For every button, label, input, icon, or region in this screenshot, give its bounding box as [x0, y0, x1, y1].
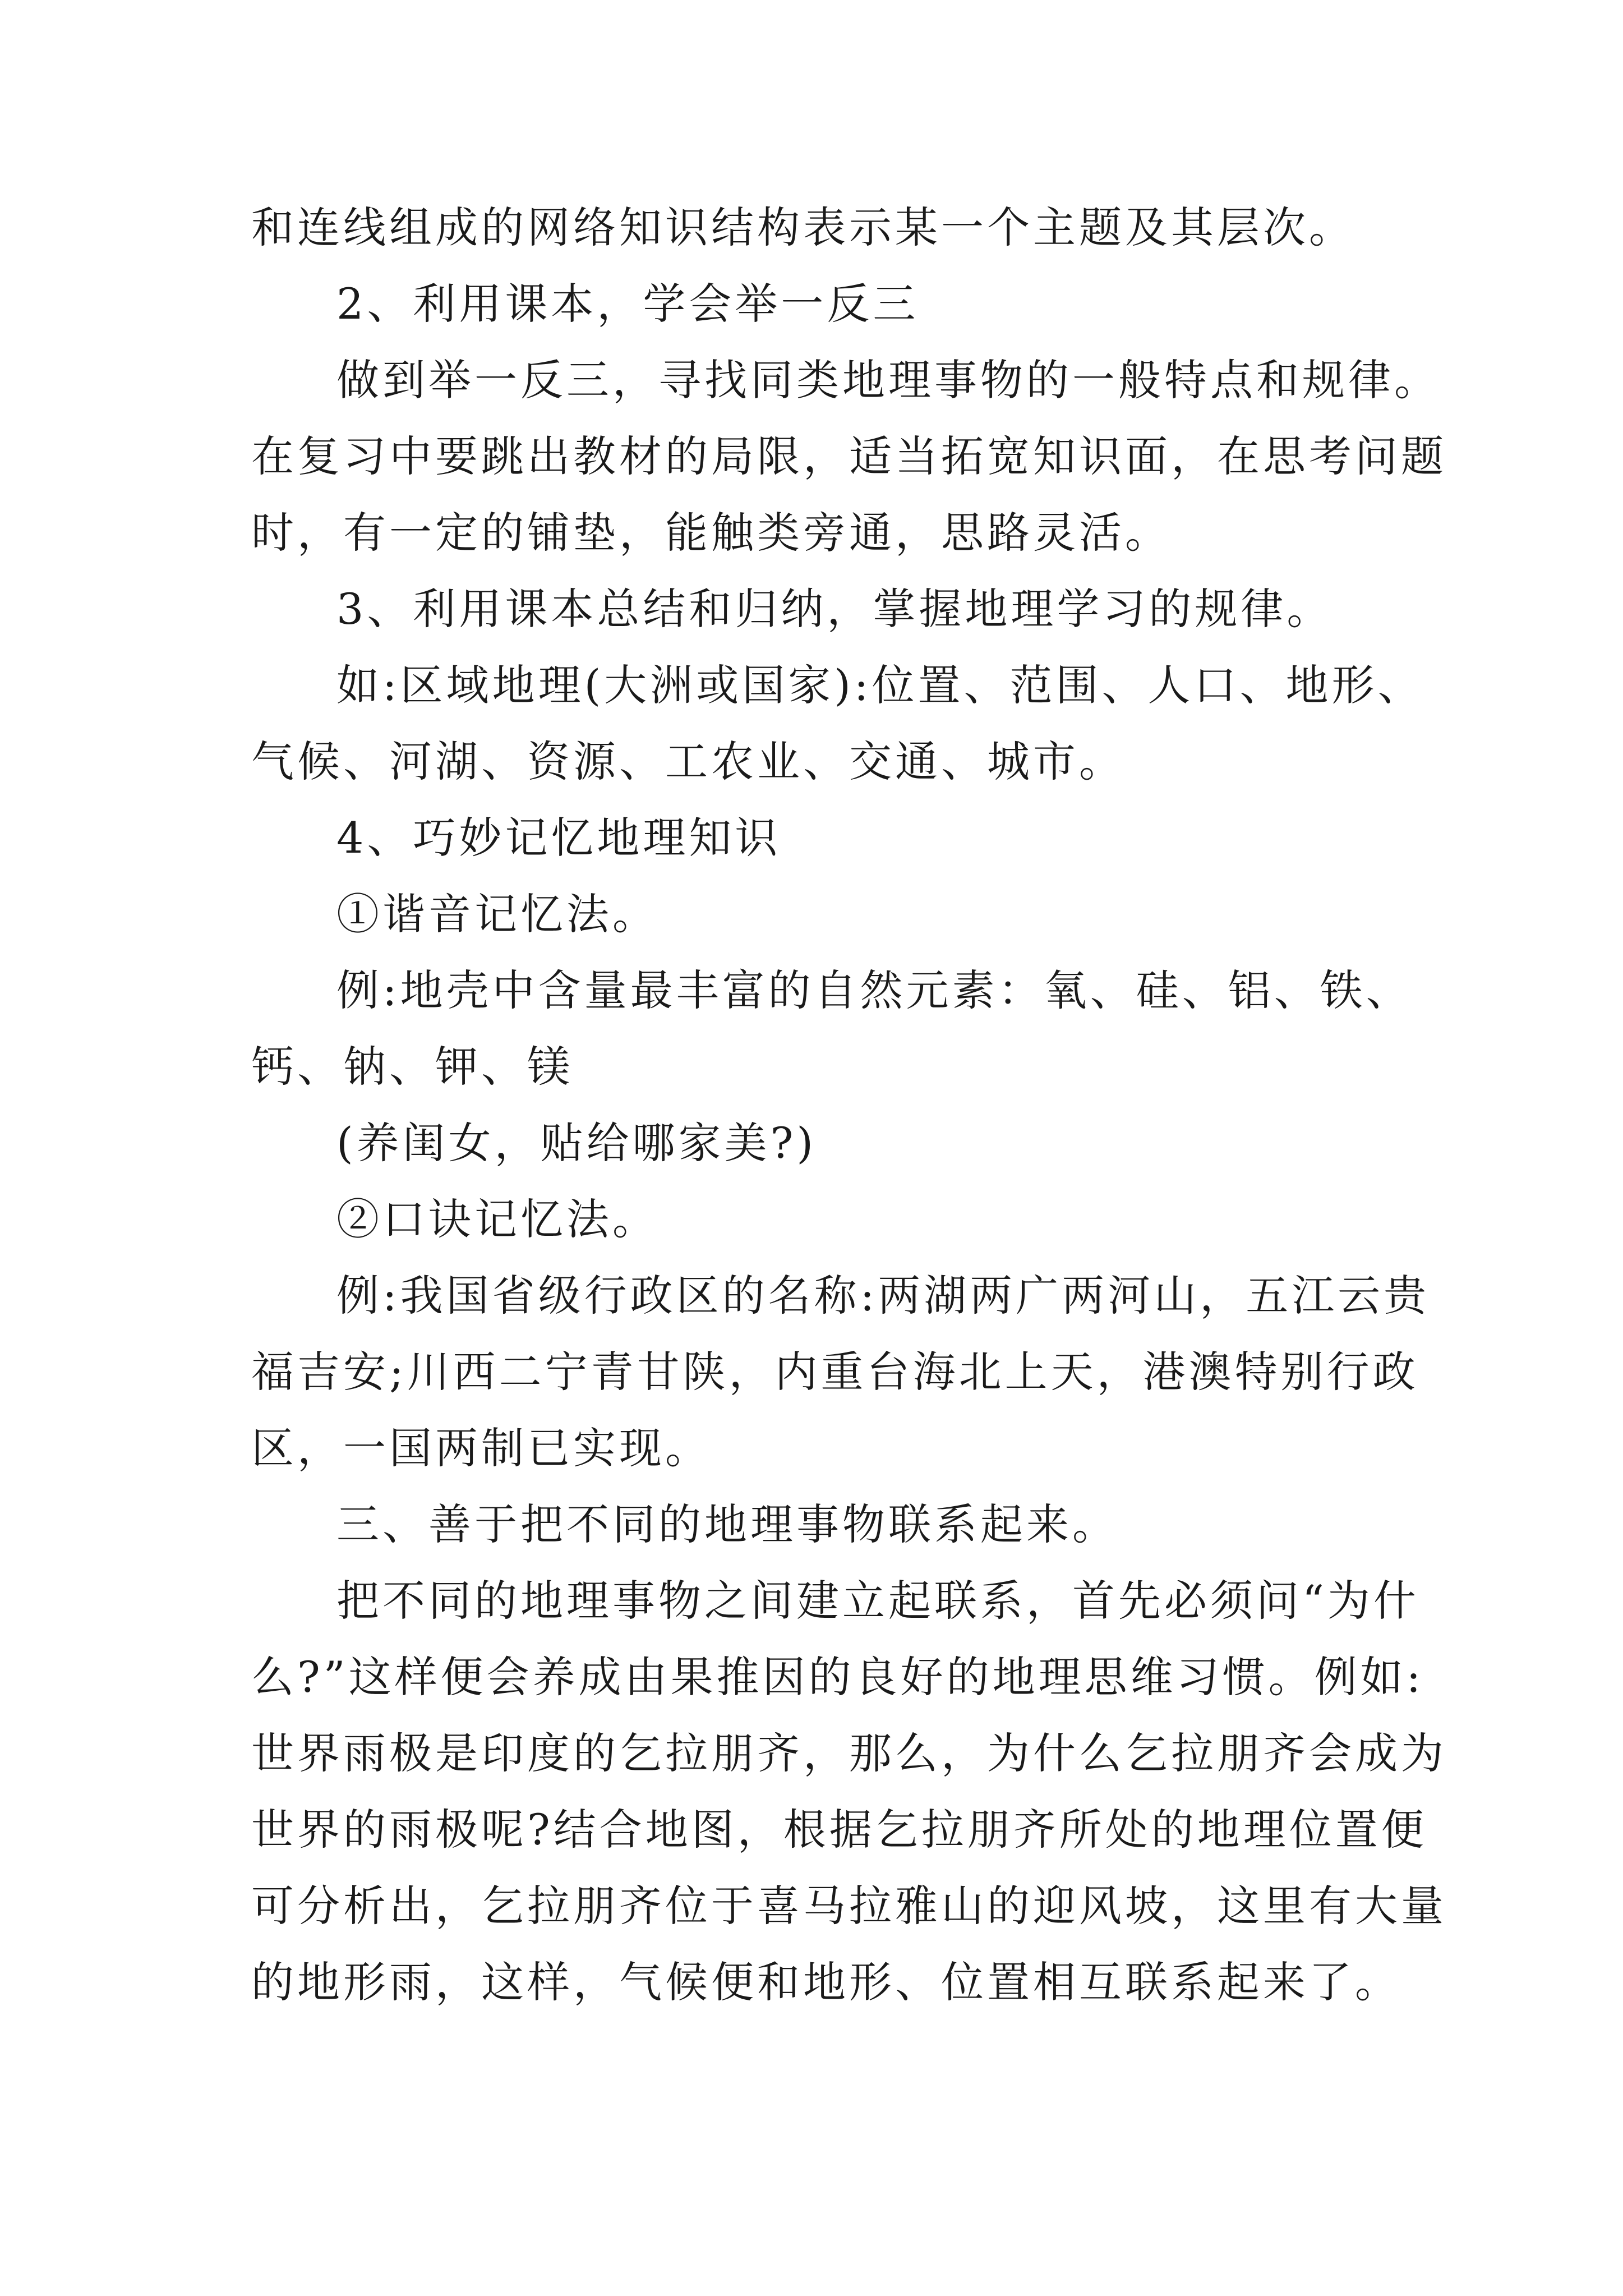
- text-line: 和连线组成的网络知识结构表示某一个主题及其层次。: [251, 203, 1355, 252]
- text-line: 的地形雨，这样，气候便和地形、位置相互联系起来了。: [251, 1957, 1401, 2007]
- text-line: 时，有一定的铺垫，能触类旁通，思路灵活。: [251, 508, 1171, 558]
- text-line: 在复习中要跳出教材的局限，适当拓宽知识面，在思考问题: [251, 431, 1447, 481]
- text-line: 3、利用课本总结和归纳，掌握地理学习的规律。: [336, 584, 1333, 634]
- text-line: 如:区域地理(大洲或国家):位置、范围、人口、地形、: [336, 660, 1424, 710]
- text-line: ①谐音记忆法。: [336, 889, 658, 939]
- text-line: 钙、钠、钾、镁: [251, 1042, 573, 1092]
- text-line: 世界的雨极呢?结合地图，根据乞拉朋齐所处的地理位置便: [251, 1805, 1427, 1855]
- text-line: ②口诀记忆法。: [336, 1194, 658, 1244]
- text-line: 2、利用课本，学会举一反三: [336, 279, 919, 329]
- text-line: 么?”这样便会养成由果推因的良好的地理思维习惯。例如:: [251, 1652, 1424, 1702]
- text-line: 例:我国省级行政区的名称:两湖两广两河山，五江云贵: [336, 1271, 1430, 1320]
- text-line: 可分析出，乞拉朋齐位于喜马拉雅山的迎风坡，这里有大量: [251, 1881, 1447, 1931]
- text-line: 气候、河湖、资源、工农业、交通、城市。: [251, 737, 1125, 786]
- text-line: 把不同的地理事物之间建立起联系，首先必须问“为什: [336, 1576, 1419, 1626]
- text-line: 福吉安;川西二宁青甘陕，内重台海北上天，港澳特别行政: [251, 1347, 1419, 1397]
- text-line: 世界雨极是印度的乞拉朋齐，那么，为什么乞拉朋齐会成为: [251, 1728, 1447, 1778]
- text-line: 三、善于把不同的地理事物联系起来。: [336, 1499, 1118, 1549]
- text-line: (养闺女，贴给哪家美?): [336, 1118, 817, 1168]
- text-line: 区，一国两制已实现。: [251, 1423, 711, 1473]
- text-line: 做到举一反三，寻找同类地理事物的一般特点和规律。: [336, 355, 1440, 405]
- text-line: 4、巧妙记忆地理知识: [336, 813, 781, 863]
- text-line: 例:地壳中含量最丰富的自然元素：氧、硅、铝、铁、: [336, 965, 1412, 1015]
- body-text: [251, 190, 1447, 2021]
